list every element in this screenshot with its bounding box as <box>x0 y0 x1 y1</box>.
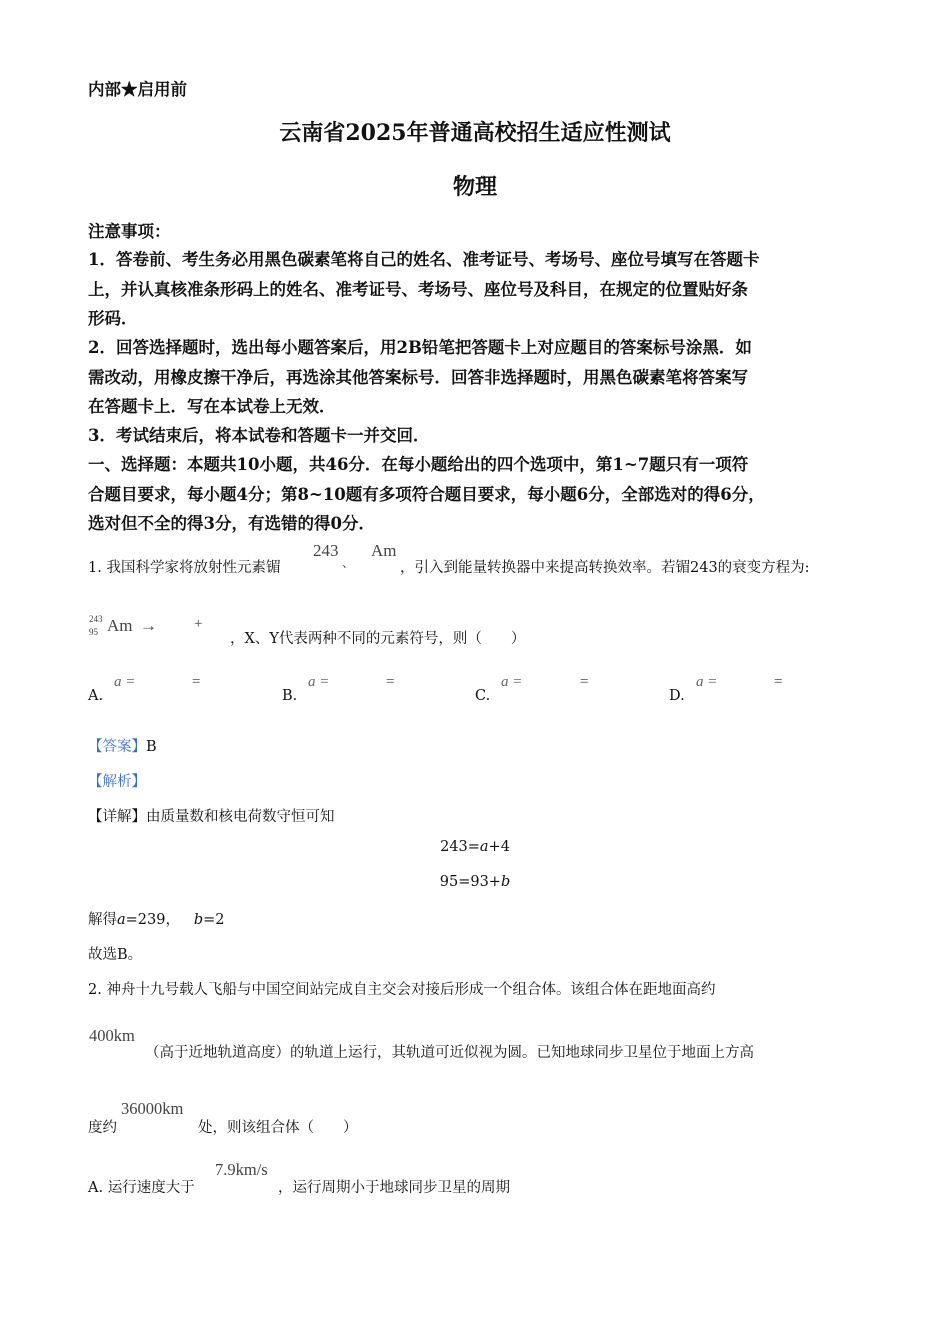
q1-stem-b-text: 引入到能量转换器中来提高转换效率。若镅243的衰变方程为: <box>414 560 810 576</box>
section-instruction: 选对但不全的得3分，有选错的得0分． <box>88 514 375 533</box>
q2-stem-c: 度约 <box>88 1120 117 1136</box>
confidential-label: 内部★启用前 <box>88 80 187 99</box>
q2-height-2: 36000km <box>121 1099 184 1118</box>
q1-formula-symbol: Am <box>371 541 397 560</box>
q1-option-a-eq: = <box>192 674 201 690</box>
q2-option-a[interactable]: A. 运行速度大于 <box>88 1180 195 1196</box>
solve-val-a: =239， <box>125 912 180 928</box>
q1-eq-arrow: → <box>140 616 157 635</box>
q1-analysis-tag: 【解析】 <box>88 774 146 790</box>
q1-option-a-var: a = <box>114 674 136 690</box>
q2-stem-a: 2. 神舟十九号载人飞船与中国空间站完成自主交会对接后形成一个组合体。该组合体在距地面高约 <box>88 982 716 998</box>
notes-line: 需改动，用橡皮擦干净后，再选涂其他答案标号．回答非选择题时，用黑色碳素笔将答案写 <box>88 368 748 387</box>
solve-val-b: =2 <box>203 912 225 928</box>
section-instruction: 合题目要求，每小题4分；第8~10题有多项符合题目要求，每小题6分，全部选对的得6分， <box>88 485 765 504</box>
q1-detail <box>88 805 335 826</box>
q1-answer-tag: 【答案】 <box>88 739 146 755</box>
eq1-right: +4 <box>488 839 510 855</box>
q2-stem-b: （高于近地轨道高度）的轨道上运行，其轨道可近似视为圆。已知地球同步卫星位于地面上方高 <box>145 1045 754 1061</box>
q1-conclusion: 故选B。 <box>88 947 143 963</box>
q2-stem-d: 处，则该组合体（ ） <box>198 1120 358 1136</box>
q1-detail-text: 由质量数和核电荷数守恒可知 <box>146 809 335 825</box>
notes-line: 2．回答选择题时，选出每小题答案后，用2B铅笔把答题卡上对应题目的答案标号涂黑．如 <box>88 338 752 357</box>
q1-eq-plus: + <box>194 616 203 632</box>
q1-option-c-var: a = <box>501 674 523 690</box>
notes-line: 3．考试结束后，将本试卷和答题卡一并交回． <box>88 426 430 445</box>
q1-eq-tail: ，X、Y代表两种不同的元素符号，则（ ） <box>230 631 526 647</box>
q1-equation-1 <box>0 839 950 855</box>
section-instruction: 一、选择题：本题共10小题，共46分．在每小题给出的四个选项中，第1~7题只有一项符 <box>88 455 749 474</box>
q1-answer-value: B <box>146 739 157 755</box>
q1-option-c-eq: = <box>580 674 589 690</box>
q1-eq-charge: 95 <box>89 627 98 637</box>
q1-eq-mass: 243 <box>89 614 103 624</box>
q2-option-a-rest: ，运行周期小于地球同步卫星的周期 <box>278 1180 510 1196</box>
q2-height-1: 400km <box>89 1026 135 1045</box>
notes-heading: 注意事项： <box>88 222 171 241</box>
eq1-var: a <box>479 839 489 855</box>
q1-eq-symbol: Am <box>107 616 133 635</box>
notes-line: 在答题卡上．写在本试卷上无效． <box>88 397 336 416</box>
q1-formula-dot: 、 <box>342 556 355 570</box>
q1-formula-mass: 243 <box>313 541 339 560</box>
q1-option-d-label[interactable]: D. <box>669 688 685 704</box>
page-title: 云南省2025年普通高校招生适应性测试 <box>279 120 671 146</box>
eq2-var: b <box>500 874 511 890</box>
q1-option-c-label[interactable]: C. <box>475 688 491 704</box>
q1-stem-b: ，引入到能量转换器中来提高转换效率。若镅243的衰变方程为: <box>400 560 810 576</box>
q1-option-d-eq: = <box>774 674 783 690</box>
q1-option-b-eq: = <box>386 674 395 690</box>
q1-answer <box>88 735 157 756</box>
q1-option-d-var: a = <box>696 674 718 690</box>
q1-stem <box>88 556 280 577</box>
solve-var-a: a <box>117 912 126 928</box>
notes-line: 形码． <box>88 309 138 328</box>
solve-label: 解得 <box>88 912 117 928</box>
solve-var-b: b <box>193 912 204 928</box>
q1-equation-2 <box>0 874 950 890</box>
eq2-left: 95=93+ <box>439 874 501 890</box>
notes-line: 上，并认真核准条形码上的姓名、准考证号、考场号、座位号及科目，在规定的位置贴好条 <box>88 280 748 299</box>
q1-stem-a: 1. 我国科学家将放射性元素镅 <box>88 560 281 576</box>
notes-line: 1．答卷前、考生务必用黑色碳素笔将自己的姓名、准考证号、考场号、座位号填写在答题卡 <box>88 250 760 269</box>
subject-title: 物理 <box>452 174 497 200</box>
eq1-left: 243= <box>440 839 480 855</box>
q1-option-a-label[interactable]: A. <box>88 688 104 704</box>
q1-detail-tag: 【详解】 <box>88 809 146 825</box>
q1-option-b-var: a = <box>308 674 330 690</box>
q1-option-b-label[interactable]: B. <box>282 688 298 704</box>
q1-solution <box>88 908 224 929</box>
q2-option-a-speed: 7.9km/s <box>215 1160 268 1179</box>
